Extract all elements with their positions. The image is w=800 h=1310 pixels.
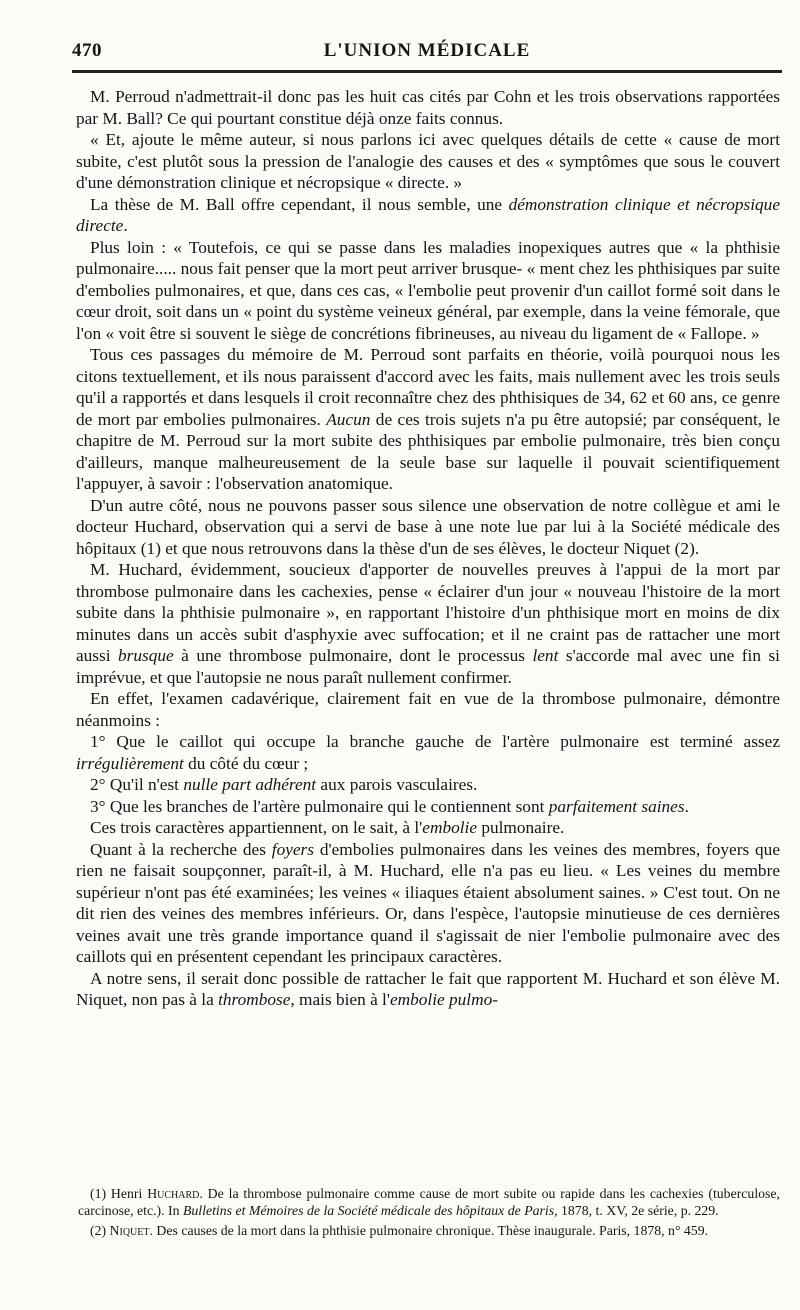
paragraph bbox=[76, 237, 780, 345]
text-run: 1° Que le caillot qui occupe la branche gauche de l'artère pulmonaire est terminé assez bbox=[90, 732, 780, 751]
paragraph bbox=[76, 129, 780, 194]
text-run: « Et, ajoute le même auteur, si nous parlons ici avec quelques détails de cette « cause de mort subite, c'est plutôt sous la pression de l'analogie des causes et des « symptômes que sous le couvert d'une démonstration clinique et nécropsique « directe. » bbox=[76, 130, 780, 192]
journal-title: L'UNION MÉDICALE bbox=[323, 40, 531, 61]
footnotes bbox=[78, 1185, 780, 1242]
text-run: , 1878, t. XV, 2e série, p. 229. bbox=[554, 1203, 719, 1218]
text-run: (2) bbox=[90, 1223, 110, 1238]
italic-text: lent bbox=[532, 646, 559, 665]
italic-text: thrombose bbox=[218, 990, 291, 1009]
text-run: s'accorde mal avec une fin si imprévue, et que l'autopsie ne nous paraît nullement confirmer. bbox=[76, 646, 780, 687]
italic-text: brusque bbox=[118, 646, 174, 665]
italic-text: foyers bbox=[271, 839, 314, 859]
text-run: . Des causes de la mort dans la phthisie pulmonaire chronique. Thèse inaugurale. Paris, 1878, n° 459. bbox=[149, 1223, 709, 1238]
paragraph bbox=[76, 194, 780, 237]
paragraph bbox=[76, 796, 780, 818]
italic-text: parfaitement saines bbox=[548, 796, 685, 816]
paragraph bbox=[76, 495, 780, 560]
text-run: Tous ces passages du mémoire de M. Perroud sont parfaits en théorie, voilà pourquoi nous les citons textuellement, et ils nous paraissent d'accord avec les faits, mais nullement avec les trois seuls qu'il a rapportés et dans lesquels il croit reconnaître chez des phthisiques de 34, 62 et 60 ans, ce genre de mort par embolies pulmonaires. bbox=[76, 345, 780, 429]
italic-text: démonstration clinique et nécropsique directe bbox=[76, 194, 780, 235]
page-header bbox=[72, 40, 782, 70]
text-run: M. Perroud n'admettrait-il donc pas les huit cas cités par Cohn et les trois observations rapportées par M. Ball? Ce qui pourtant constitue déjà onze faits connus. bbox=[76, 87, 780, 128]
footnote bbox=[78, 1185, 780, 1219]
header-rule bbox=[72, 70, 782, 73]
italic-text: Aucun bbox=[326, 409, 371, 429]
text-run: . bbox=[684, 796, 689, 816]
italic-text: embolie bbox=[422, 818, 478, 837]
page-number: 470 bbox=[72, 40, 102, 61]
italic-text: irrégulièrement bbox=[76, 753, 184, 773]
text-run: du côté du cœur ; bbox=[183, 753, 309, 773]
paragraph bbox=[76, 559, 780, 688]
text-run: D'un autre côté, nous ne pouvons passer sous silence une observation de notre collègue et ami le docteur Huchard, observation qui a servi de base à une note lue par lui à la Société médicale des hôpitaux (1) et que nous retrouvons dans la thèse d'un de ses élèves, le docteur Niquet (2). bbox=[76, 495, 780, 558]
text-run: En effet, l'examen cadavérique, clairement fait en vue de la thrombose pulmonaire, démontre néanmoins : bbox=[76, 689, 780, 730]
paragraph bbox=[76, 839, 780, 968]
text-run: aux parois vasculaires. bbox=[316, 775, 478, 794]
italic-text: nulle part adhérent bbox=[183, 775, 317, 794]
italic-text: embolie pulmo- bbox=[389, 990, 498, 1009]
text-run: . De la thrombose pulmonaire comme cause de mort subite ou rapide dans les cachexies (tuberculose, carcinose, etc.). In bbox=[78, 1186, 780, 1218]
text-run: A notre sens, il serait donc possible de rattacher le fait que rapportent M. Huchard et son élève M. Niquet, non pas à la bbox=[76, 968, 780, 1009]
paragraph bbox=[76, 774, 780, 796]
text-run: Quant à la recherche des bbox=[90, 839, 272, 859]
italic-text: Bulletins et Mémoires de la Société médicale des hôpitaux de Paris bbox=[182, 1203, 555, 1218]
text-run: . bbox=[123, 216, 128, 235]
paragraph bbox=[76, 731, 780, 774]
author-name: Huchard bbox=[147, 1186, 200, 1201]
text-run: 3° Que les branches de l'artère pulmonaire qui le contiennent sont bbox=[90, 796, 549, 816]
paragraph bbox=[76, 968, 780, 1011]
text-run: 2° Qu'il n'est bbox=[90, 775, 184, 794]
paragraph bbox=[76, 86, 780, 129]
paragraph bbox=[76, 344, 780, 495]
text-run: Plus loin : « Toutefois, ce qui se passe dans les maladies inopexiques autres que « la phthisie pulmonaire..... nous fait penser que la mort peut arriver brusque- « ment chez les phthisiques par suite d'embolies pulmonaires, et que, dans ces cas, « l'embolie peut provenir d'un caillot formé soit dans le cœur droit, soit dans un « point du système veineux général, par exemple, dans la veine fémorale, que l'on « voit être si souvent le siège de concrétions fibrineuses, au niveau du ligament de « Fallope. » bbox=[76, 237, 781, 343]
article-body bbox=[76, 86, 780, 1011]
paragraph bbox=[76, 817, 780, 839]
text-run: à une thrombose pulmonaire, dont le processus bbox=[173, 646, 533, 665]
text-run: , mais bien à l' bbox=[290, 990, 390, 1009]
text-run: de ces trois sujets n'a pu être autopsié; par conséquent, le chapitre de M. Perroud sur la mort subite des phthisiques par embolie pulmonaire, très bien conçu d'ailleurs, manque malheureusement de la seule base sur laquelle il pouvait scientifiquement l'appuyer, à savoir : l'observation anatomique. bbox=[76, 409, 780, 493]
text-run: pulmonaire. bbox=[477, 818, 565, 837]
text-run: d'embolies pulmonaires dans les veines des membres, foyers que rien ne faisait soupçonner, paraît-il, à M. Huchard, elle n'a pas eu lieu. « Les veines du membre supérieur n'ont pas été examinées; les veines « iliaques étaient absolument saines. » C'est tout. On ne dit rien des veines des membres inférieurs. Or, dans l'espèce, l'autopsie minutieuse de ces dernières veines avait une très grande importance quand il s'agissait de nier l'embolie pulmonaire avec des caillots qui en présentent cependant les principaux caractères. bbox=[76, 839, 780, 966]
text-run: (1) Henri bbox=[90, 1186, 148, 1201]
author-name: Niquet bbox=[109, 1223, 150, 1238]
text-run: Ces trois caractères appartiennent, on le sait, à l' bbox=[90, 818, 423, 837]
paragraph bbox=[76, 688, 780, 731]
text-run: La thèse de M. Ball offre cependant, il nous semble, une bbox=[90, 194, 509, 214]
footnote bbox=[78, 1222, 780, 1239]
text-run: M. Huchard, évidemment, soucieux d'apporter de nouvelles preuves à l'appui de la mort par thrombose pulmonaire dans les cachexies, pense « éclairer d'un jour « nouveau l'histoire de la mort subite dans la phthisie pulmonaire », en rapportant l'histoire d'un phthisique mort en moins de dix minutes dans un accès subit d'asphyxie avec suffocation; et il ne craint pas de rattacher une mort aussi bbox=[76, 560, 780, 665]
